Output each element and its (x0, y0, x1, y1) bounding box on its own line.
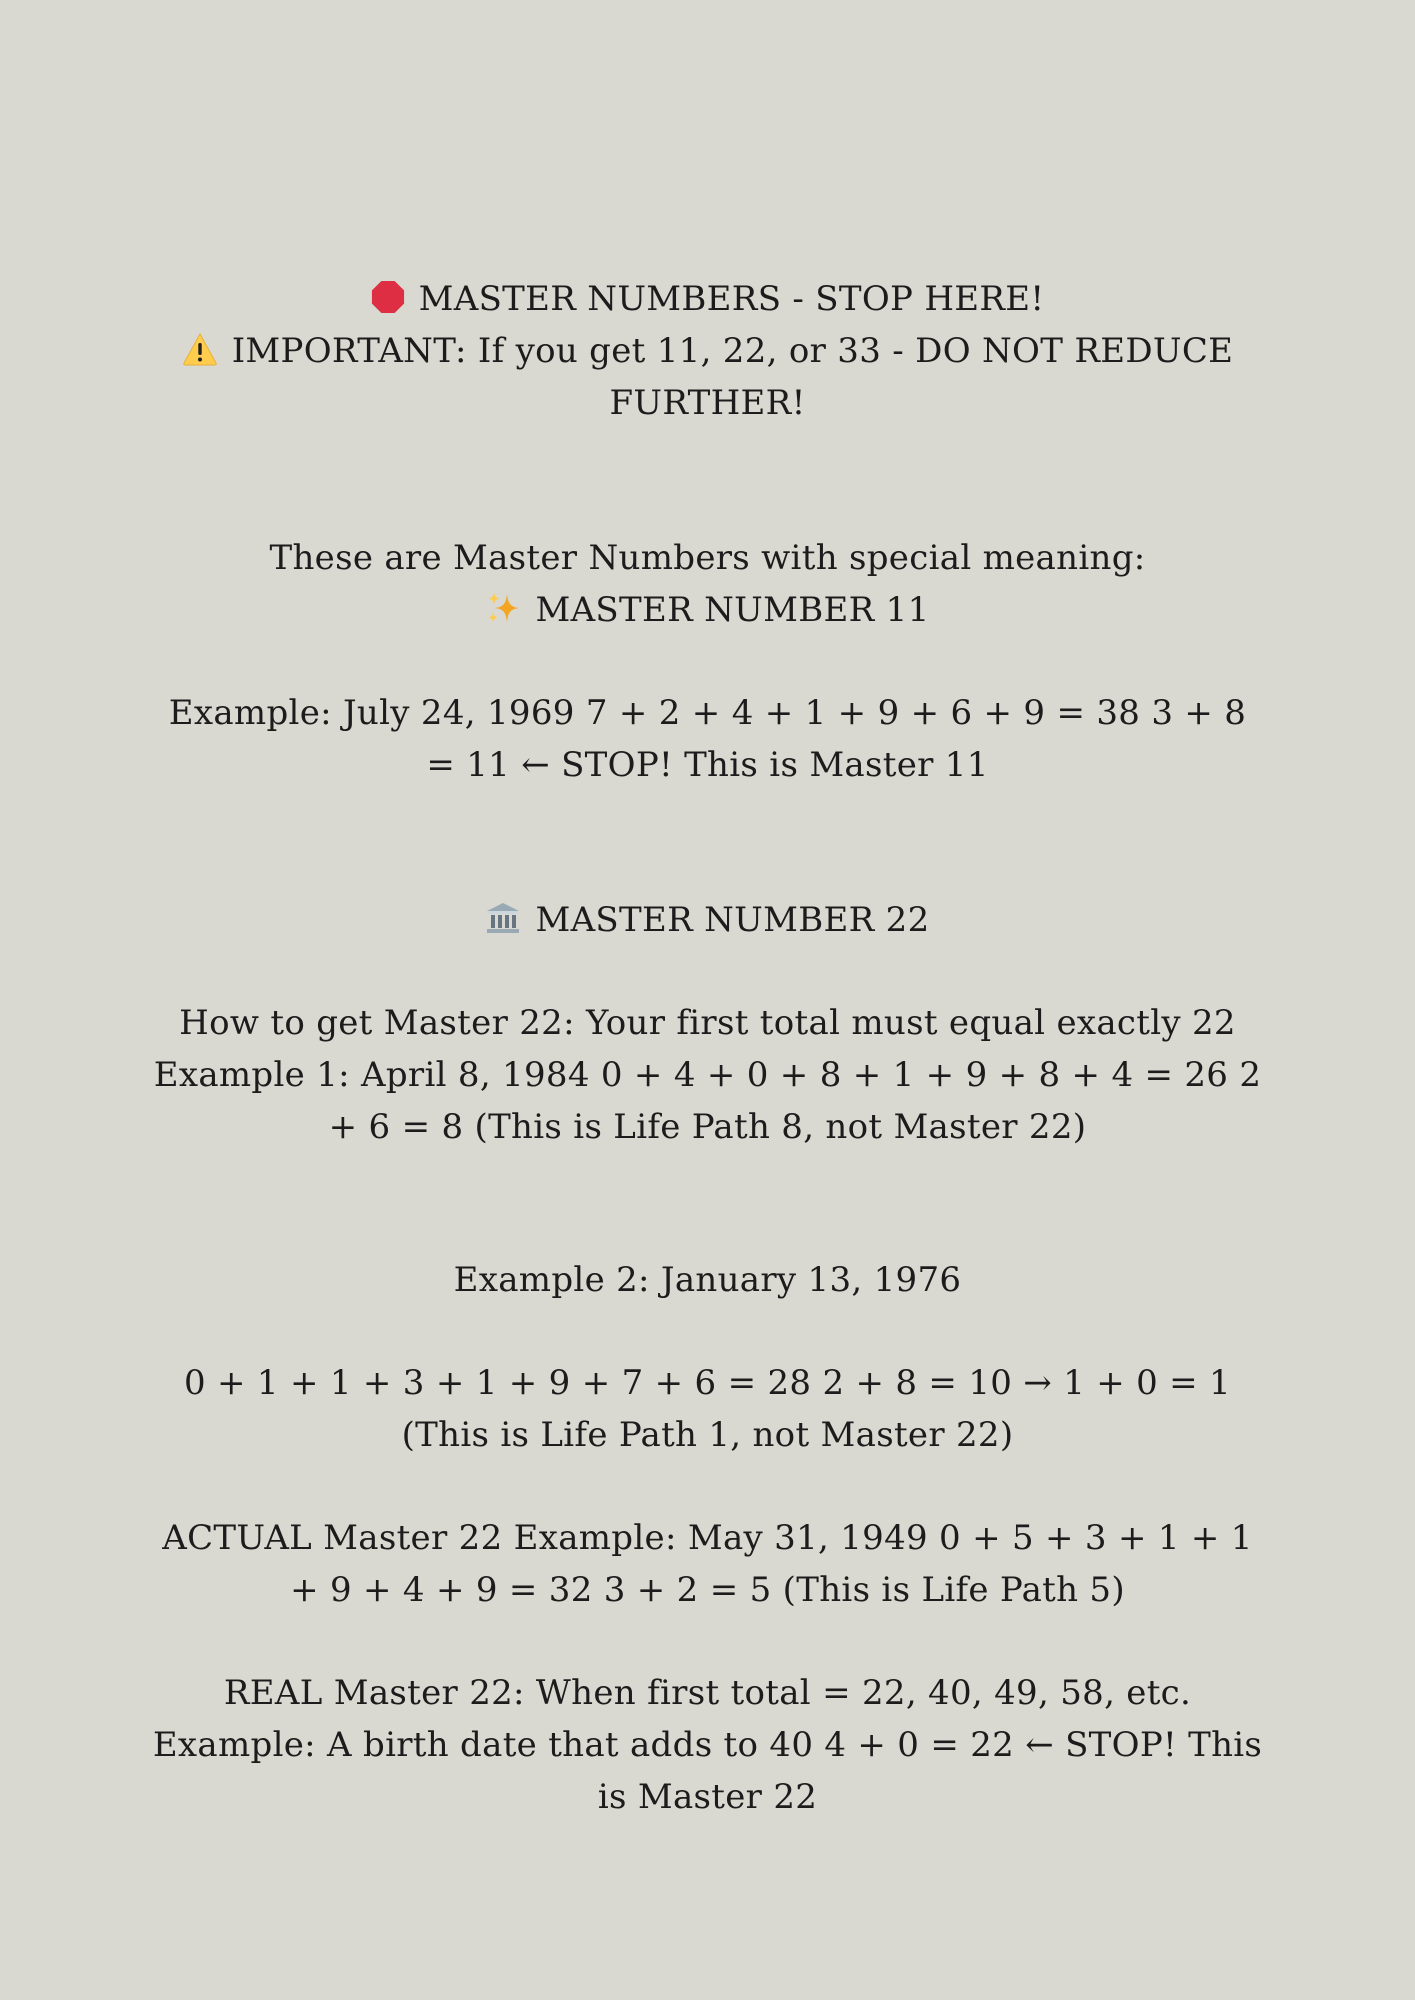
sparkle-icon (485, 590, 521, 626)
real-master22-block (150, 1667, 1265, 1823)
example2-calc-block (150, 1357, 1265, 1461)
stop-title-line (150, 273, 1265, 325)
stop-title: MASTER NUMBERS - STOP HERE! (418, 279, 1045, 319)
stop-sign-icon (371, 280, 405, 314)
master11-title-line (150, 584, 1265, 636)
actual-example-block (150, 1512, 1265, 1616)
example2-title-block (150, 1254, 1265, 1306)
master22-howto-block (150, 997, 1265, 1153)
master22-title-block (150, 894, 1265, 946)
warning-icon (182, 332, 218, 366)
master22-example1: Example 1: April 8, 1984 0 + 4 + 0 + 8 + 1 + 9 + 8 + 4 = 26 2 + 6 = 8 (This is Life Path 8, not Master 22) (153, 1055, 1262, 1147)
classical-building-icon (485, 901, 521, 935)
intro-text: These are Master Numbers with special meaning: (269, 538, 1146, 578)
important-line (150, 325, 1265, 429)
real-master22-text: REAL Master 22: When first total = 22, 40, 49, 58, etc. Example: A birth date that adds to 40 4 + 0 = 22 ← STOP! This is Master 22 (152, 1673, 1263, 1817)
example2-title: Example 2: January 13, 1976 (453, 1260, 962, 1300)
master11-title: MASTER NUMBER 11 (535, 590, 930, 630)
important-text: IMPORTANT: If you get 11, 22, or 33 - DO NOT REDUCE FURTHER! (231, 331, 1234, 423)
master22-how-to: How to get Master 22: Your first total must equal exactly 22 (179, 1003, 1236, 1043)
header-block (150, 273, 1265, 429)
intro-block (150, 532, 1265, 636)
master22-title-line (150, 894, 1265, 946)
master11-example: Example: July 24, 1969 7 + 2 + 4 + 1 + 9 + 6 + 9 = 38 3 + 8 = 11 ← STOP! This is Master 11 (168, 693, 1247, 785)
actual-master22-example: ACTUAL Master 22 Example: May 31, 1949 0 + 5 + 3 + 1 + 1 + 9 + 4 + 9 = 32 3 + 2 = 5 (This is Life Path 5) (162, 1518, 1253, 1610)
example2-calc: 0 + 1 + 1 + 3 + 1 + 9 + 7 + 6 = 28 2 + 8 = 10 → 1 + 0 = 1 (This is Life Path 1, not Master 22) (184, 1363, 1231, 1455)
master22-title: MASTER NUMBER 22 (535, 900, 930, 940)
master11-example-block (150, 687, 1265, 791)
